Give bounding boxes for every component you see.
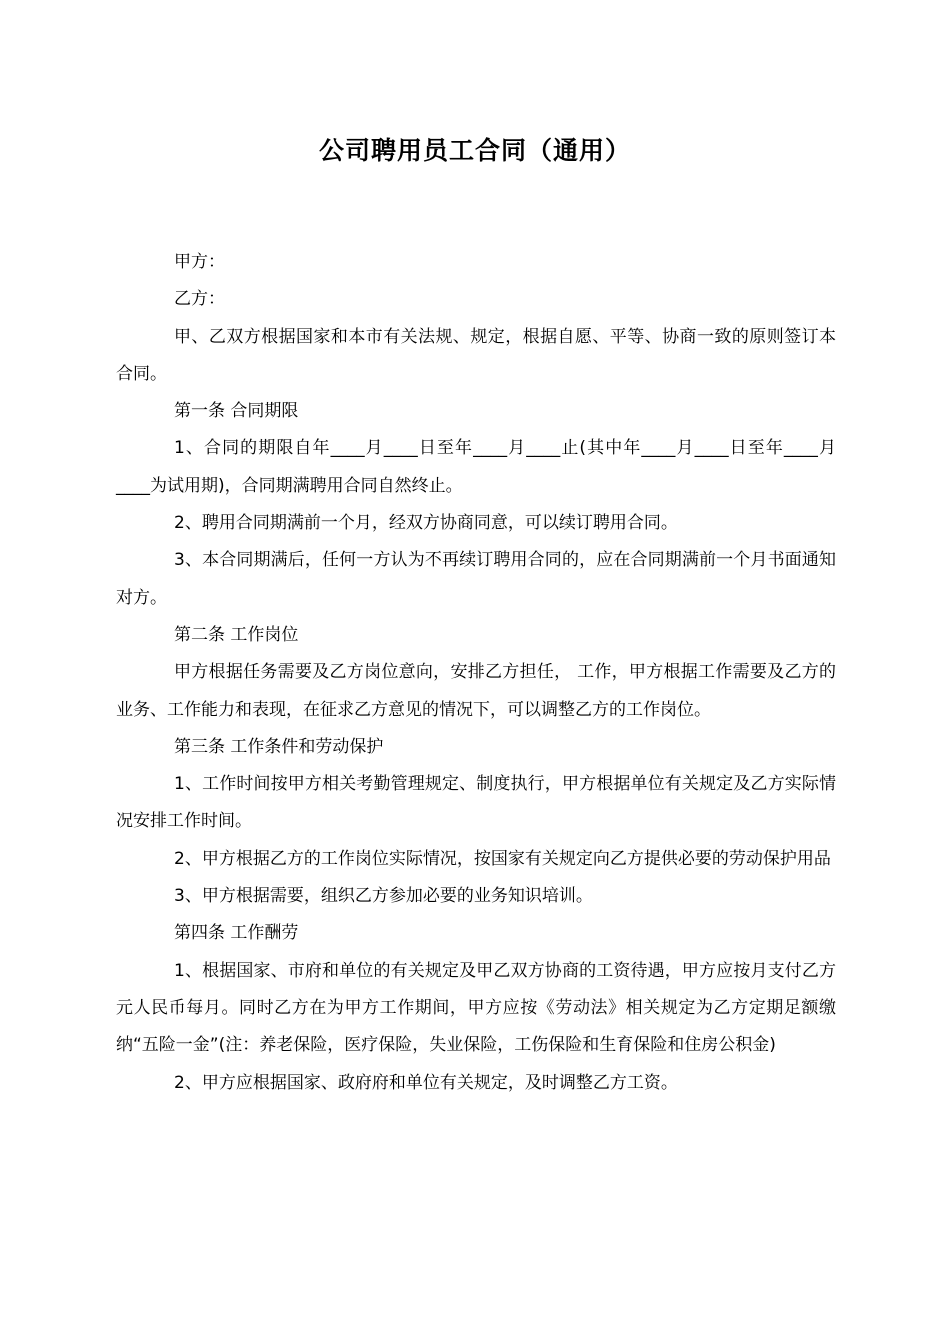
document-body [116,244,836,1102]
article-4-clause-1: 1、根据国家、市府和单位的有关规定及甲乙双方协商的工资待遇，甲方应按月支付乙方 元人民币每月。同时乙方在为甲方工作期间，甲方应按《劳动法》相关规定为乙方定期足额缴纳“五险一金”(注：养老保险，医疗保险，失业保险，工伤保险和生育保险和住房公积金) [116,960,836,1056]
article-3-heading: 第三条 工作条件和劳动保护 [174,736,384,757]
article-1-clause-1: 1、合同的期限自年____月____日至年____月____止(其中年____月____日至年_​___月____为试用期)，合同期满聘用合同自然终止。 [116,438,836,496]
article-1-clause-3: 3、本合同期满后，任何一方认为不再续订聘用合同的，应在合同期满前一个月书面通知对方。 [116,550,836,608]
article-2-heading: 第二条 工作岗位 [174,624,299,645]
paragraph-preamble: 甲、乙双方根据国家和本市有关法规、规定，根据自愿、平等、协商一致的原则签订本合同。 [116,326,836,384]
document-title: 公司聘用员工合同（通用） [318,136,631,165]
paragraph-party-a: 甲方： [174,252,225,272]
article-3-clause-3: 3、甲方根据需要，组织乙方参加必要的业务知识培训。 [174,886,593,907]
article-3-clause-1: 1、工作时间按甲方相关考勤管理规定、制度执行，甲方根据单位有关规定及乙方实际情况安排工作时间。 [116,774,836,832]
article-1-clause-2: 2、聘用合同期满前一个月，经双方协商同意，可以续订聘用合同。 [174,513,678,534]
article-2-clause: 甲方根据任务需要及乙方岗位意向，安排乙方担任， 工作，甲方根据工作需要及乙方的业务、工作能力和表现，在征求乙方意见的情况下，可以调整乙方的工作岗位。 [116,662,836,720]
article-1-heading: 第一条 合同期限 [174,401,299,422]
paragraph-party-b: 乙方： [174,289,225,310]
article-4-heading: 第四条 工作酬劳 [174,923,299,944]
article-4-clause-2: 2、甲方应根据国家、政府府和单位有关规定，及时调整乙方工资。 [174,1072,678,1093]
article-3-clause-2: 2、甲方根据乙方的工作岗位实际情况，按国家有关规定向乙方提供必要的劳动保护用品 [174,848,831,869]
